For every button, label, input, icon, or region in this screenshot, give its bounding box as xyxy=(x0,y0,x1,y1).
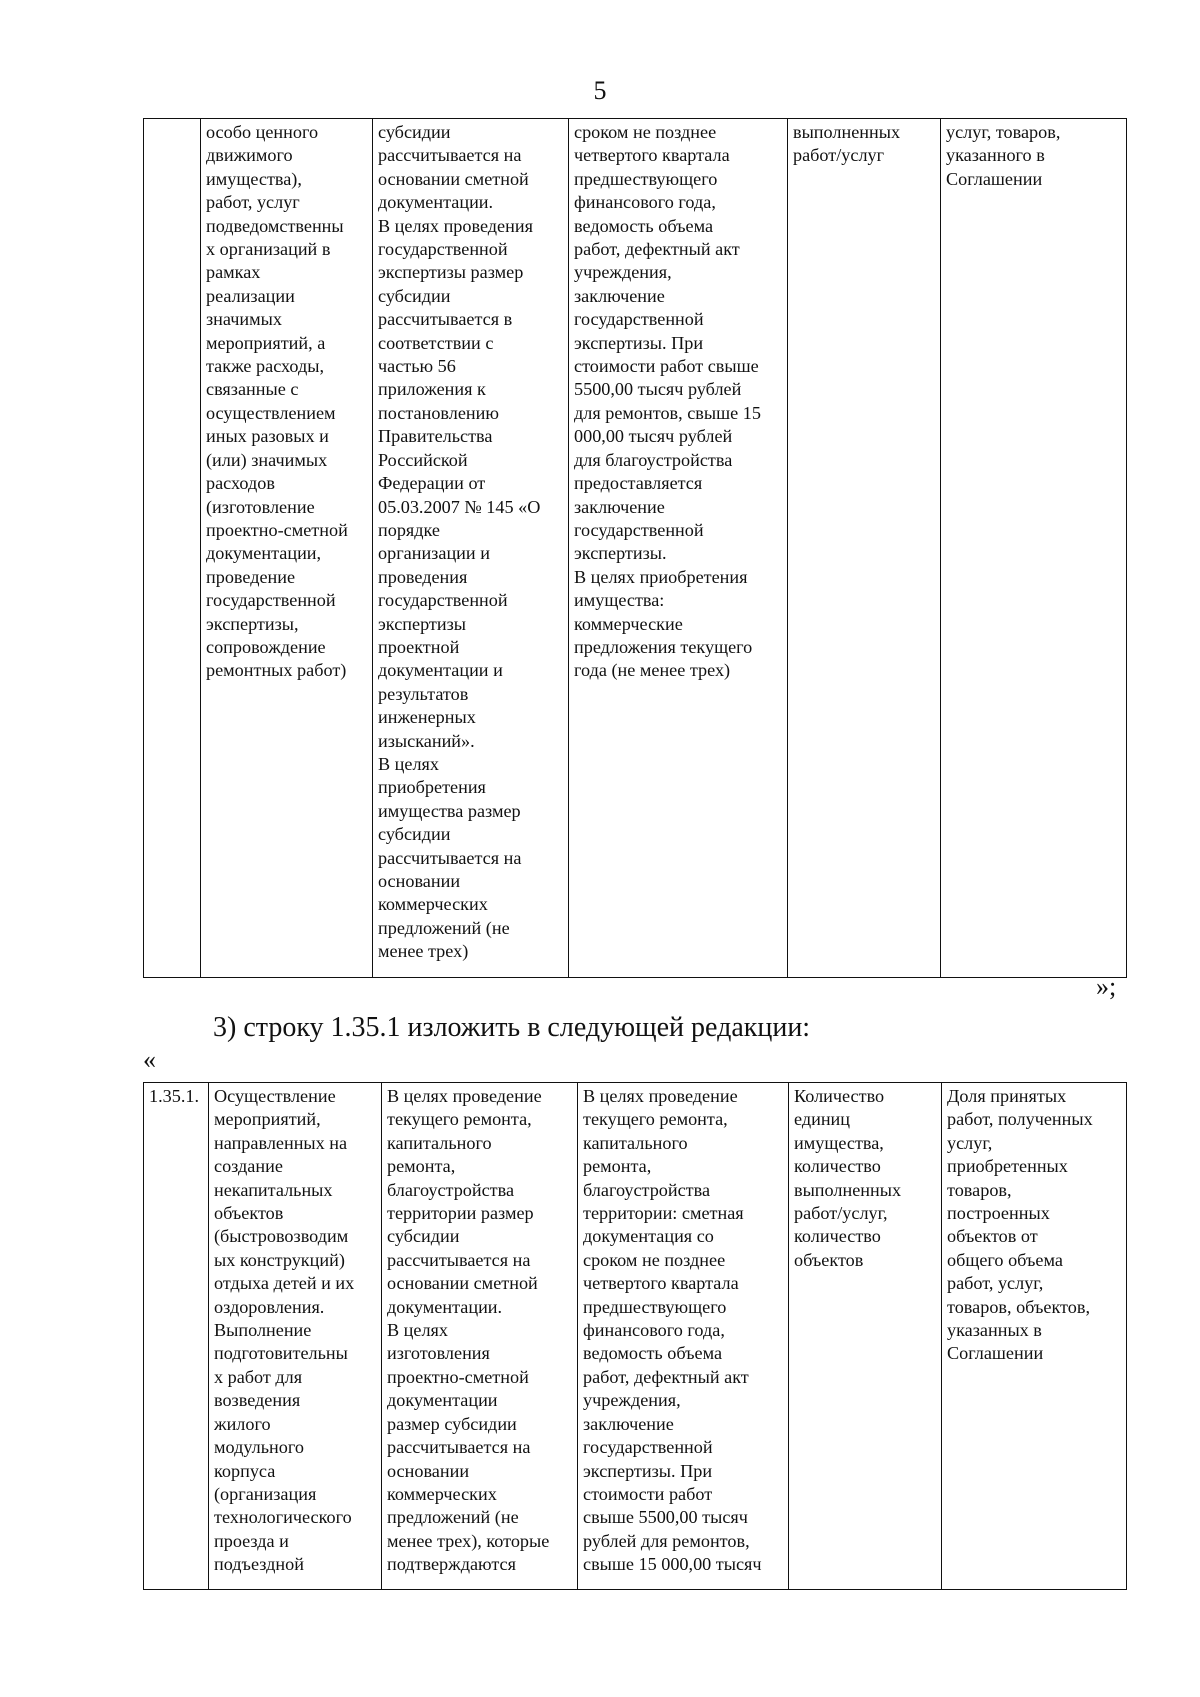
cell-text-line: менее трех) xyxy=(378,941,469,962)
cell-text-line: рассчитывается на xyxy=(378,847,522,868)
cell-text-line: стоимости работ xyxy=(583,1483,713,1504)
cell-text-line: проектной xyxy=(378,636,460,657)
cell-text-line: изысканий». xyxy=(378,730,475,751)
cell-text-line: работ, услуг, xyxy=(947,1273,1044,1294)
cell-text-line: В целях xyxy=(387,1320,449,1341)
cell-text-line: подведомственны xyxy=(206,215,344,236)
cell-text-line: свыше 15 000,00 тысяч xyxy=(583,1554,762,1575)
cell-text-line: учреждения, xyxy=(574,262,672,283)
cell-text-line: услуг, товаров, xyxy=(946,122,1061,142)
cell-text-line: выполненных xyxy=(793,122,901,142)
cell-text-line: экспертизы. При xyxy=(574,332,704,353)
cell-text-line: для благоустройства xyxy=(574,449,733,470)
cell-text-line: имущества, xyxy=(794,1132,884,1153)
cell-text-line: подготовительны xyxy=(214,1343,348,1364)
cell-text-line: объектов xyxy=(214,1203,284,1224)
cell-text-line: текущего ремонта, xyxy=(583,1109,728,1130)
cell-text-line: субсидии xyxy=(378,285,451,306)
cell-text-line: указанного в xyxy=(946,145,1045,166)
opening-quote: « xyxy=(143,1045,156,1074)
cell-text-line: государственной xyxy=(378,590,508,611)
activity-description-cell xyxy=(201,119,373,978)
cell-text-line: капитального xyxy=(387,1132,492,1153)
cell-text-line: технологического xyxy=(214,1507,352,1528)
cell-text-line: территории размер xyxy=(387,1203,534,1224)
cell-text-line: ых конструкций) xyxy=(214,1249,345,1270)
row-number-cell xyxy=(144,119,201,978)
cell-text-line: 05.03.2007 № 145 «О xyxy=(378,496,541,517)
cell-text-line: количество xyxy=(794,1156,881,1177)
cell-text-line: приобретения xyxy=(378,777,486,798)
cell-text-line: государственной xyxy=(378,239,508,260)
cell-text-line: объектов от xyxy=(947,1226,1038,1247)
cell-text-line: рассчитывается на xyxy=(387,1249,531,1270)
cell-text-line: порядке xyxy=(378,519,440,540)
cell-text-line: расходов xyxy=(206,473,275,494)
cell-text-line: работ/услуг, xyxy=(794,1203,888,1224)
cell-text-line: четвертого квартала xyxy=(583,1273,739,1294)
cell-text-line: товаров, xyxy=(947,1179,1012,1200)
closing-quote: »; xyxy=(1096,972,1117,1001)
cell-text-line: выполненных xyxy=(794,1179,902,1200)
cell-text-line: мероприятий, а xyxy=(206,332,326,353)
cell-text-line: коммерческих xyxy=(378,894,488,915)
cell-text-line: отдыха детей и их xyxy=(214,1273,355,1294)
cell-text-line: построенных xyxy=(947,1203,1050,1224)
cell-text-line: особо ценного xyxy=(206,122,319,142)
cell-text-line: жилого xyxy=(214,1413,271,1434)
cell-text-line: работ, услуг xyxy=(206,192,300,213)
cell-text-line: постановлению xyxy=(378,402,499,423)
cell-text-line: коммерческие xyxy=(574,613,683,634)
cell-text-line: результатов xyxy=(378,683,469,704)
cell-text-line: рублей для ремонтов, xyxy=(583,1530,750,1551)
cell-text-line: рассчитывается на xyxy=(378,145,522,166)
cell-text-line: значимых xyxy=(206,309,282,330)
row-number-cell: 1.35.1. xyxy=(144,1083,209,1590)
cell-text-line: работ, полученных xyxy=(947,1109,1093,1130)
cell-text-line: государственной xyxy=(574,309,704,330)
cell-text-line: сопровождение xyxy=(206,636,326,657)
cell-text-line: (организация xyxy=(214,1483,317,1504)
cell-text-line: заключение xyxy=(574,496,665,517)
cell-text-line: Осуществление xyxy=(214,1086,336,1106)
page-number: 5 xyxy=(593,76,607,105)
supporting-documents-cell xyxy=(569,119,788,978)
cell-text-line: создание xyxy=(214,1156,283,1177)
cell-text-line: Соглашении xyxy=(946,168,1043,189)
cell-text-line: (изготовление xyxy=(206,496,315,517)
cell-text-line: некапитальных xyxy=(214,1179,333,1200)
cell-text-line: Правительства xyxy=(378,426,493,447)
cell-text-line: работ, дефектный акт xyxy=(574,239,740,260)
cell-text-line: документации. xyxy=(387,1296,503,1317)
cell-text-line: направленных на xyxy=(214,1132,348,1153)
cell-text-line: финансового года, xyxy=(574,192,716,213)
cell-text-line: государственной xyxy=(583,1437,713,1458)
cell-text-line: модульного xyxy=(214,1437,304,1458)
cell-text-line: оздоровления. xyxy=(214,1296,325,1317)
cell-text-line: инженерных xyxy=(378,707,476,728)
cell-text-line: В целях проведение xyxy=(583,1086,738,1106)
cell-text-line: проектно-сметной xyxy=(387,1366,529,1387)
cell-text-line: рассчитывается в xyxy=(378,309,513,330)
cell-text-line: осуществлением xyxy=(206,402,336,423)
cell-text-line: также расходы, xyxy=(206,356,325,377)
cell-text-line: х организаций в xyxy=(206,239,331,260)
cell-text-line: учреждения, xyxy=(583,1390,681,1411)
cell-text-line: для ремонтов, свыше 15 xyxy=(574,402,761,423)
cell-text-line: реализации xyxy=(206,285,295,306)
cell-text-line: ведомость объема xyxy=(574,215,714,236)
cell-text-line: менее трех), которые xyxy=(387,1530,550,1551)
cell-text-line: работ/услуг xyxy=(793,145,885,166)
cell-text-line: рассчитывается на xyxy=(387,1437,531,1458)
cell-text-line: имущества размер xyxy=(378,800,521,821)
cell-text-line: приобретенных xyxy=(947,1156,1068,1177)
cell-text-line: размер субсидии xyxy=(387,1413,517,1434)
cell-text-line: Доля принятых xyxy=(947,1086,1067,1106)
cell-text-line: года (не менее трех) xyxy=(574,660,731,681)
cell-text-line: (или) значимых xyxy=(206,449,328,470)
regulation-table-row-1-35-1 xyxy=(143,1082,1127,1590)
cell-text-line: стоимости работ свыше xyxy=(574,356,759,377)
cell-text-line: документации. xyxy=(378,192,494,213)
cell-text-line: указанных в xyxy=(947,1320,1042,1341)
cell-text-line: 5500,00 тысяч рублей xyxy=(574,379,742,400)
cell-text-line: имущества), xyxy=(206,168,302,189)
performance-indicator-cell xyxy=(942,1083,1127,1590)
cell-text-line: документации xyxy=(387,1390,498,1411)
cell-text-line: общего объема xyxy=(947,1249,1063,1270)
cell-text-line: сроком не позднее xyxy=(574,122,717,142)
cell-text-line: количество xyxy=(794,1226,881,1247)
cell-text-line: текущего ремонта, xyxy=(387,1109,532,1130)
cell-text-line: единиц xyxy=(794,1109,851,1130)
cell-text-line: мероприятий, xyxy=(214,1109,321,1130)
result-indicator-cell xyxy=(789,1083,942,1590)
cell-text-line: экспертизы, xyxy=(206,613,299,634)
cell-text-line: работ, дефектный акт xyxy=(583,1366,749,1387)
cell-text-line: В целях проведения xyxy=(378,215,533,236)
cell-text-line: частью 56 xyxy=(378,356,456,377)
activity-description-cell xyxy=(209,1083,382,1590)
cell-text-line: заключение xyxy=(583,1413,674,1434)
cell-text-line: товаров, объектов, xyxy=(947,1296,1090,1317)
table-row xyxy=(144,119,1127,978)
cell-text-line: рамках xyxy=(206,262,261,283)
cell-text-line: документации и xyxy=(378,660,503,681)
cell-text-line: экспертизы xyxy=(378,613,467,634)
cell-text-line: заключение xyxy=(574,285,665,306)
cell-text-line: предшествующего xyxy=(574,168,718,189)
cell-text-line: 000,00 тысяч рублей xyxy=(574,426,733,447)
cell-text-line: основании сметной xyxy=(378,168,529,189)
cell-text-line: связанные с xyxy=(206,379,299,400)
cell-text-line: предшествующего xyxy=(583,1296,727,1317)
cell-text-line: подъездной xyxy=(214,1554,304,1575)
cell-text-line: имущества: xyxy=(574,590,665,611)
cell-text-line: Федерации от xyxy=(378,473,486,494)
cell-text-line: х работ для xyxy=(214,1366,303,1387)
cell-text-line: четвертого квартала xyxy=(574,145,730,166)
cell-text-line: возведения xyxy=(214,1390,301,1411)
subsidy-calculation-cell xyxy=(382,1083,578,1590)
cell-text-line: документация со xyxy=(583,1226,714,1247)
cell-text-line: подтверждаются xyxy=(387,1554,516,1575)
cell-text-line: изготовления xyxy=(387,1343,490,1364)
cell-text-line: В целях xyxy=(378,753,440,774)
result-indicator-cell xyxy=(788,119,941,978)
cell-text-line: экспертизы. xyxy=(574,543,667,564)
cell-text-line: движимого xyxy=(206,145,293,166)
performance-indicator-cell xyxy=(941,119,1127,978)
cell-text-line: Количество xyxy=(794,1086,885,1106)
cell-text-line: финансового года, xyxy=(583,1320,725,1341)
amendment-instruction: 3) строку 1.35.1 изложить в следующей редакции: xyxy=(213,1012,811,1043)
cell-text-line: экспертизы размер xyxy=(378,262,524,283)
cell-text-line: проектно-сметной xyxy=(206,519,348,540)
cell-text-line: ведомость объема xyxy=(583,1343,723,1364)
cell-text-line: предоставляется xyxy=(574,473,703,494)
cell-text-line: территории: сметная xyxy=(583,1203,744,1224)
cell-text-line: объектов xyxy=(794,1249,864,1270)
cell-text-line: благоустройства xyxy=(387,1179,515,1200)
cell-text-line: услуг, xyxy=(947,1132,993,1153)
cell-text-line: предложения текущего xyxy=(574,636,753,657)
cell-text-line: ремонта, xyxy=(583,1156,652,1177)
cell-text-line: субсидии xyxy=(378,824,451,845)
cell-text-line: основании xyxy=(387,1460,470,1481)
subsidy-calculation-cell xyxy=(373,119,569,978)
cell-text-line: ремонтных работ) xyxy=(206,660,347,681)
cell-text-line: предложений (не xyxy=(387,1507,519,1528)
cell-text-line: корпуса xyxy=(214,1460,276,1481)
cell-text-line: капитального xyxy=(583,1132,688,1153)
cell-text-line: сроком не позднее xyxy=(583,1249,726,1270)
cell-text-line: проведение xyxy=(206,566,296,587)
cell-text-line: соответствии с xyxy=(378,332,494,353)
cell-text-line: благоустройства xyxy=(583,1179,711,1200)
cell-text-line: предложений (не xyxy=(378,917,510,938)
cell-text-line: документации, xyxy=(206,543,322,564)
cell-text-line: Выполнение xyxy=(214,1320,312,1341)
cell-text-line: основании сметной xyxy=(387,1273,538,1294)
cell-text-line: В целях приобретения xyxy=(574,566,748,587)
regulation-table-continued xyxy=(143,118,1127,978)
cell-text-line: В целях проведение xyxy=(387,1086,542,1106)
table-row xyxy=(144,1083,1127,1590)
cell-text-line: приложения к xyxy=(378,379,486,400)
cell-text-line: государственной xyxy=(574,519,704,540)
cell-text-line: иных разовых и xyxy=(206,426,329,447)
cell-text-line: проведения xyxy=(378,566,468,587)
cell-text-line: субсидии xyxy=(387,1226,460,1247)
cell-text-line: субсидии xyxy=(378,122,451,142)
cell-text-line: Соглашении xyxy=(947,1343,1044,1364)
cell-text-line: основании xyxy=(378,871,461,891)
cell-text-line: коммерческих xyxy=(387,1483,497,1504)
cell-text-line: свыше 5500,00 тысяч xyxy=(583,1507,748,1528)
cell-text-line: ремонта, xyxy=(387,1156,456,1177)
cell-text-line: (быстровозводим xyxy=(214,1226,349,1247)
cell-text-line: проезда и xyxy=(214,1530,289,1551)
supporting-documents-cell xyxy=(578,1083,789,1590)
cell-text-line: организации и xyxy=(378,543,490,564)
cell-text-line: государственной xyxy=(206,590,336,611)
cell-text-line: экспертизы. При xyxy=(583,1460,713,1481)
cell-text-line: Российской xyxy=(378,449,468,470)
